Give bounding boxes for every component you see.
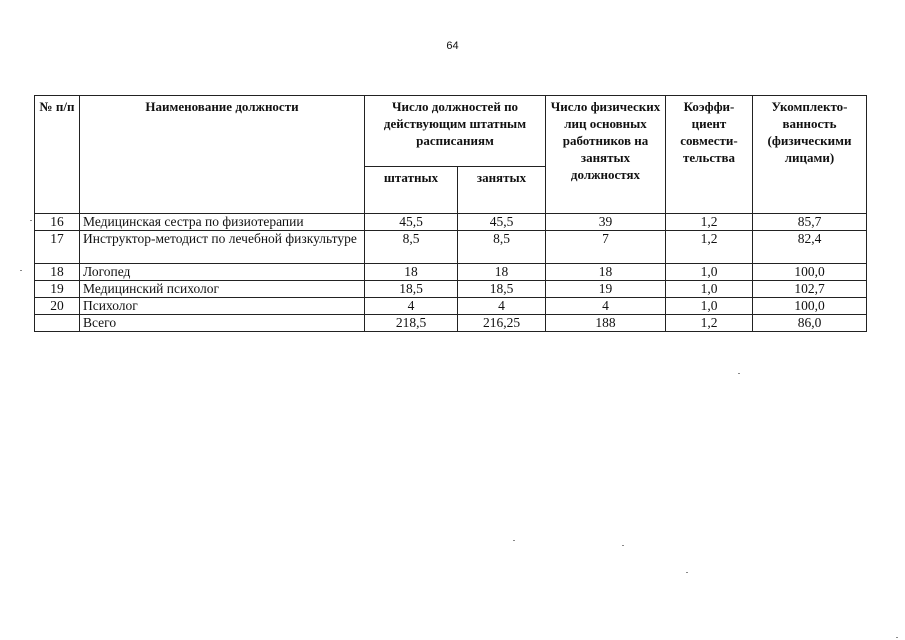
row-staffing: 100,0 xyxy=(753,264,867,281)
table-row xyxy=(35,231,867,264)
table-row xyxy=(35,214,867,231)
scan-speck xyxy=(513,540,515,541)
header-positions-staff: штатных xyxy=(365,167,458,214)
row-num: 20 xyxy=(35,298,80,315)
scan-speck xyxy=(738,373,740,374)
row-occupied: 4 xyxy=(458,298,546,315)
header-positions: Число должностей по действующим штатным расписаниям xyxy=(365,96,546,167)
row-occupied: 18,5 xyxy=(458,281,546,298)
header-coefficient: Коэффи-циент совмести-тельства xyxy=(666,96,753,214)
row-coef: 1,2 xyxy=(666,315,753,332)
row-coef: 1,0 xyxy=(666,281,753,298)
page-number: 64 xyxy=(446,40,459,52)
row-name: Инструктор-методист по лечебной физкультуре xyxy=(80,231,365,264)
row-occupied: 216,25 xyxy=(458,315,546,332)
header-name: Наименование должности xyxy=(80,96,365,214)
row-num: 18 xyxy=(35,264,80,281)
row-occupied: 18 xyxy=(458,264,546,281)
row-name: Медицинская сестра по физиотерапии xyxy=(80,214,365,231)
scan-speck xyxy=(686,572,688,573)
header-staffing: Укомплекто-ванность (физическими лицами) xyxy=(753,96,867,214)
row-name: Всего xyxy=(80,315,365,332)
row-staff: 218,5 xyxy=(365,315,458,332)
row-staffing: 100,0 xyxy=(753,298,867,315)
table-row xyxy=(35,298,867,315)
scan-speck xyxy=(896,637,898,638)
row-coef: 1,0 xyxy=(666,298,753,315)
row-num: 17 xyxy=(35,231,80,264)
row-staffing: 102,7 xyxy=(753,281,867,298)
row-persons: 188 xyxy=(546,315,666,332)
row-staff: 45,5 xyxy=(365,214,458,231)
row-num: 19 xyxy=(35,281,80,298)
table-header-row xyxy=(35,96,867,167)
header-num: № п/п xyxy=(35,96,80,214)
row-persons: 18 xyxy=(546,264,666,281)
row-staff: 18 xyxy=(365,264,458,281)
scan-speck xyxy=(20,270,22,271)
header-persons: Число физических лиц основных работников на занятых должностях xyxy=(546,96,666,214)
row-name: Логопед xyxy=(80,264,365,281)
row-persons: 19 xyxy=(546,281,666,298)
table-row xyxy=(35,281,867,298)
row-staff: 18,5 xyxy=(365,281,458,298)
row-staffing: 86,0 xyxy=(753,315,867,332)
scan-speck xyxy=(622,545,624,546)
header-positions-occupied: занятых xyxy=(458,167,546,214)
row-persons: 4 xyxy=(546,298,666,315)
table-total-row xyxy=(35,315,867,332)
row-staff: 8,5 xyxy=(365,231,458,264)
row-occupied: 8,5 xyxy=(458,231,546,264)
row-coef: 1,2 xyxy=(666,214,753,231)
row-num xyxy=(35,315,80,332)
scan-speck xyxy=(30,220,32,221)
row-persons: 39 xyxy=(546,214,666,231)
row-coef: 1,2 xyxy=(666,231,753,264)
row-occupied: 45,5 xyxy=(458,214,546,231)
row-staff: 4 xyxy=(365,298,458,315)
staffing-table xyxy=(34,95,867,332)
row-num: 16 xyxy=(35,214,80,231)
row-name: Медицинский психолог xyxy=(80,281,365,298)
row-persons: 7 xyxy=(546,231,666,264)
row-staffing: 82,4 xyxy=(753,231,867,264)
row-name: Психолог xyxy=(80,298,365,315)
row-coef: 1,0 xyxy=(666,264,753,281)
table-row xyxy=(35,264,867,281)
row-staffing: 85,7 xyxy=(753,214,867,231)
